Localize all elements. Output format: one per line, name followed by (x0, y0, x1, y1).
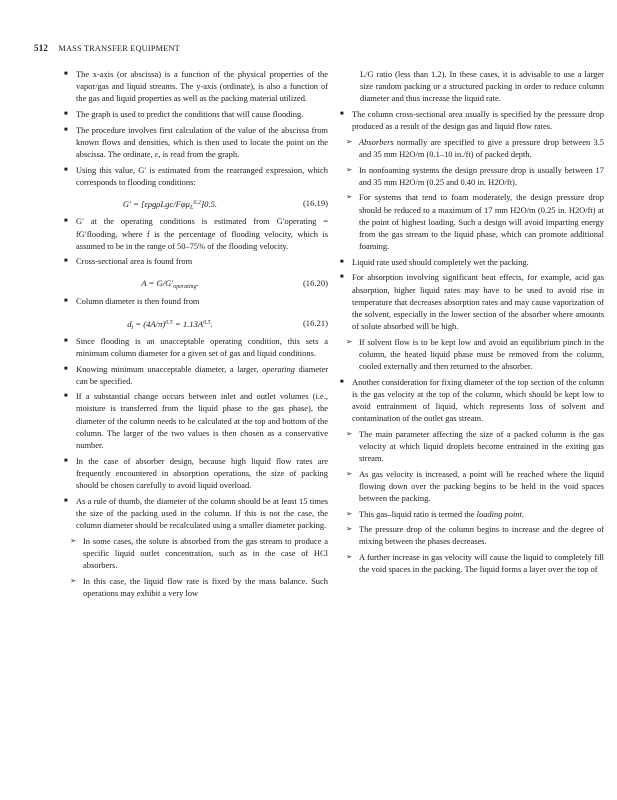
emphasis: Absorbers (359, 136, 394, 147)
bullet-item: ■ In the case of absorber design, because high liquid flow rates are frequently encountered in absorption operations, the size of packing should be chosen carefully to avoid liquid overload. (64, 455, 328, 491)
equation-mid: = 1.13A (172, 318, 204, 329)
equation-sub: L (189, 205, 194, 212)
bullet-item: ■ The graph is used to predict the conditions that will cause flooding. (64, 108, 328, 120)
right-column (340, 68, 604, 579)
equation-sup: 0.2 (193, 200, 201, 207)
sub-bullet-item: ➢ As gas velocity is increased, a point will be reached where the liquid flowing down over the packing begins to be held in the void spaces between the packing. (340, 468, 604, 504)
equation-number: (16.21) (302, 317, 328, 328)
sub-bullet-item: ➢ In this case, the liquid flow rate is fixed by the mass balance. Such operations may exhibit a very low (64, 575, 328, 599)
running-title: MASS TRANSFER EQUIPMENT (58, 44, 180, 53)
bullet-item: ■ Column diameter is then found from (64, 295, 328, 307)
bullet-item: ■ For absorption involving significant heat effects, for example, acid gas absorption, higher liquid rates may have to be used to avoid rise in temperature that decreases absorption rates and may cause vaporization of the solvent, especially in the lower section of the absorber where amounts of solute absorbed will be high. (340, 271, 604, 332)
bullet-item: ■ The x-axis (or abscissa) is a function of the physical properties of the vapor/gas and liquid streams. The y-axis (ordinate), is also a function of the gas and liquid properties as well as the packing material utilized. (64, 68, 328, 104)
sub-bullet-item: ➢ If solvent flow is to be kept low and avoid an equilibrium pinch in the column, the heated liquid phase must be removed from the column, cooled externally and then returned to the absorber. (340, 336, 604, 372)
bullet-item: ■ The procedure involves first calculation of the value of the abscissa from known flows and densities, which is then used to locate the point on the abscissa. The ordinate, ε, is read from the graph. (64, 124, 328, 160)
bullet-item: ■ The column cross-sectional area usually is specified by the pressure drop produced as a result of the design gas and liquid flow rates. (340, 108, 604, 132)
equation-16-19 (64, 191, 328, 215)
continued-text: L/G ratio (less than 1.2). In these cases, it is advisable to use a larger size random packing or a structured packing in order to reduce column diameter and thus increase the liquid rate. (360, 69, 604, 104)
sub-bullet-item (340, 508, 604, 520)
text: normally are specified to give a pressure drop between 3.5 and 35 mm H2O/m (0.1–10 in./ft) of packed depth. (359, 136, 604, 159)
text: . (521, 508, 524, 519)
bullet-item: ■ Cross-sectional area is found from (64, 255, 328, 267)
sub-bullet-item: ➢ A further increase in gas velocity will cause the liquid to completely fill the void spaces in the packing. The liquid forms a layer over the top of (340, 551, 604, 575)
bullet-item: ■ G′ at the operating conditions is estimated from G′operating = fG′flooding, where f is the percentage of flooding velocity, which is assumed to be in the range of 50–75% of the flooding velocity. (64, 215, 328, 251)
equation-text: G′ = [ερgρLgc/Fφμ (122, 199, 190, 210)
bullet-item: ■ Using this value, G′ is estimated from the rearranged expression, which corresponds to flooding conditions: (64, 164, 328, 188)
equation-mid: = (4A/π) (133, 318, 166, 329)
equation-text: A = G/G′ (141, 278, 174, 289)
text: This gas–liquid ratio is termed the (359, 508, 477, 519)
equation-tail: . (196, 278, 199, 289)
bullet-item (64, 363, 328, 387)
emphasis: operating (262, 363, 295, 374)
sub-bullet-item: ➢ For systems that tend to foam moderately, the design pressure drop should be reduced to a maximum of 17 mm H2O/m (0.25 in. H2O/ft) at the point of highest loading. Such a design will avoid imparting energy from the gas stream to the liquid phase, which can promote additional foaming. (340, 191, 604, 252)
bullet-item: ■ Liquid rate used should completely wet the packing. (340, 256, 604, 268)
equation-number: (16.20) (302, 278, 328, 289)
page-number: 512 (34, 43, 49, 53)
bullet-item: ■ Since flooding is an unacceptable operating condition, this sets a minimum column diameter for a given set of gas and liquid conditions. (64, 335, 328, 359)
sub-bullet-item: ➢ In nonfoaming systems the design pressure drop is usually between 17 and 35 mm H2O/m (0.25 and 0.40 in. H2O/ft). (340, 164, 604, 188)
equation-tail: . (210, 318, 213, 329)
equation-sub: t (131, 324, 134, 331)
equation-number: (16.19) (302, 198, 328, 209)
equation-sup: 0.5 (165, 319, 173, 326)
sub-bullet-item (340, 136, 604, 160)
text: Knowing minimum unacceptable diameter, a larger, (76, 363, 263, 374)
equation-sub: operating (173, 284, 197, 291)
sub-bullet-item: ➢ In some cases, the solute is absorbed from the gas stream to produce a specific liquid outlet concentration, such as in the case of HCl absorbers. (64, 535, 328, 571)
bullet-item: ■ If a substantial change occurs between inlet and outlet volumes (i.e., moisture is transferred from the liquid phase to the gas phase), the diameter of the column needs to be calculated at the top and bottom of the column. The larger of the two values is then chosen as a conservative number. (64, 390, 328, 451)
sub-bullet-item: ➢ The pressure drop of the column begins to increase and the degree of mixing between the phases decreases. (340, 523, 604, 547)
equation-16-20 (64, 271, 328, 295)
equation-16-21 (64, 311, 328, 335)
text: diameter can be specified. (76, 363, 329, 386)
bullet-item: ■ Another consideration for fixing diameter of the top section of the column is the gas velocity at the top of the column, which should be kept low to avoid entrainment of liquid, which represents loss of solvent and contamination of the outlet gas stream. (340, 376, 604, 425)
sub-bullet-item: ➢ The main parameter affecting the size of a packed column is the gas velocity at which liquid droplets become entrained in the exiting gas stream. (340, 428, 604, 464)
running-header (34, 43, 180, 53)
left-column (64, 68, 328, 602)
equation-sup: 0.5 (203, 319, 211, 326)
equation-text: d (127, 318, 132, 329)
bullet-item: ■ As a rule of thumb, the diameter of the column should be at least 15 times the size of the packing used in the column. If this is not the case, the column diameter should be recalculated using a smaller diameter packing. (64, 495, 328, 531)
emphasis: loading point (476, 508, 522, 519)
equation-tail: ]0.5. (200, 199, 218, 210)
